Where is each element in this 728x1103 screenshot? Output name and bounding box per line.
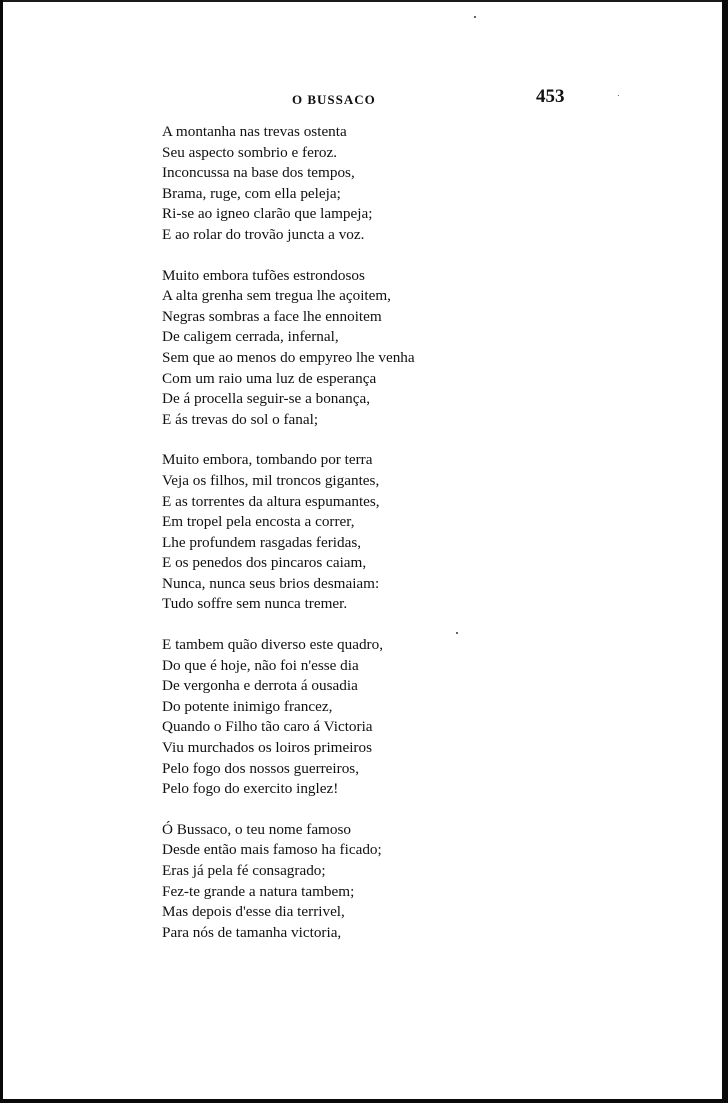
verse-line: E tambem quão diverso este quadro, [162,636,383,654]
stanza [162,635,482,800]
verse-line: Para nós de tamanha victoria, [162,923,342,941]
verse-line: Do potente inimigo francez, [162,697,333,715]
verse-line: A montanha nas trevas ostenta [162,123,347,140]
verse-line: Negras sombras a face lhe ennoitem [162,307,382,325]
running-title: O BUSSACO [292,92,376,107]
scan-border-right [722,0,728,1103]
page-number: 453 [536,86,565,107]
verse-line: Brama, ruge, com ella peleja; [162,184,341,202]
verse-line: Seu aspecto sombrio e feroz. [162,143,338,161]
verse-line: Fez-te grande a natura tambem; [162,882,355,900]
verse-line: Sem que ao menos do empyreo lhe venha [162,348,415,366]
scan-border-left [0,0,3,1103]
poem-body [162,122,482,963]
verse-line: E ao rolar do trovão juncta a voz. [162,225,365,243]
stanza [162,820,482,944]
verse-line: E as torrentes da altura espumantes, [162,492,380,510]
verse-line: De á procella seguir-se a bonança, [162,390,370,408]
verse-line: Eras já pela fé consagrado; [162,862,326,879]
stanza [162,450,482,615]
verse-line: Viu murchados os loiros primeiros [162,739,372,757]
verse-line: Pelo fogo dos nossos guerreiros, [162,759,359,777]
ink-speck [474,16,476,18]
stanza [162,266,482,431]
ink-speck [618,95,619,96]
verse-line: Ó Bussaco, o teu nome famoso [162,820,351,838]
verse-line: Desde então mais famoso ha ficado; [162,841,382,859]
verse-line: A alta grenha sem tregua lhe açoitem, [162,287,391,305]
verse-line: Com um raio uma luz de esperança [162,369,377,387]
scan-border-bottom [0,1099,728,1103]
verse-line: Veja os filhos, mil troncos gigantes, [162,471,380,489]
verse-line: De caligem cerrada, infernal, [162,328,339,346]
verse-line: Lhe profundem rasgadas feridas, [162,533,362,551]
verse-line: Ri-se ao igneo clarão que lampeja; [162,205,373,223]
verse-line: E ás trevas do sol o fanal; [162,410,319,428]
verse-line: Tudo soffre sem nunca tremer. [162,595,348,613]
stanza [162,122,482,246]
verse-line: Muito embora tufões estrondosos [162,266,365,284]
verse-line: Em tropel pela encosta a correr, [162,513,355,531]
verse-line: Inconcussa na base dos tempos, [162,164,355,182]
verse-line: De vergonha e derrota á ousadia [162,677,358,695]
verse-line: E os penedos dos pincaros caiam, [162,554,367,572]
verse-line: Do que é hoje, não foi n'esse dia [162,656,359,674]
verse-line: Muito embora, tombando por terra [162,451,373,469]
verse-line: Quando o Filho tão caro á Victoria [162,718,373,736]
verse-line: Nunca, nunca seus brios desmaiam: [162,574,380,592]
scan-border-top [0,0,728,2]
verse-line: Pelo fogo do exercito inglez! [162,780,339,798]
verse-line: Mas depois d'esse dia terrivel, [162,903,345,921]
